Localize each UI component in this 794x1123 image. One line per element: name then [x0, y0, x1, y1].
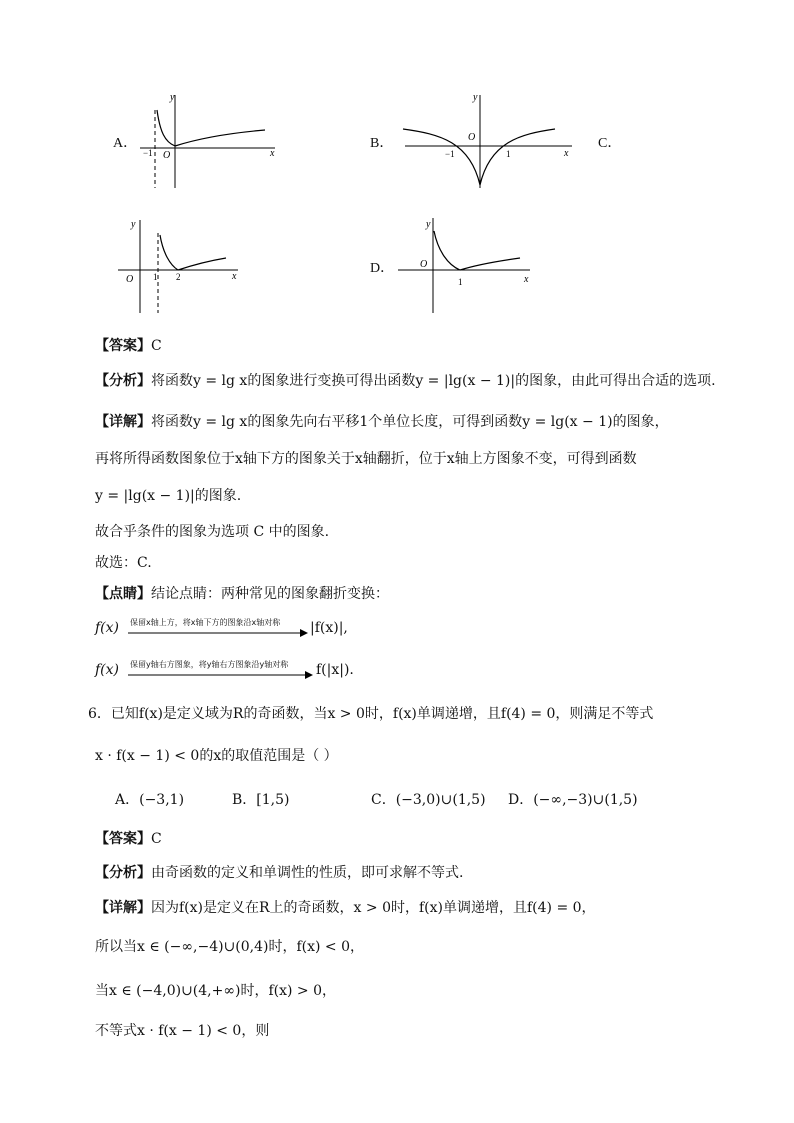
- q5-detail-3: y = |lg(x − 1)|的图象.: [95, 488, 242, 504]
- rule-1: [95, 620, 119, 636]
- q5-tip-text: 结论点睛：两种常见的图象翻折变换：: [151, 586, 389, 602]
- q6-detail-1: [95, 898, 596, 918]
- q6-analysis-text: 由奇函数的定义和单调性的性质，即可求解不等式.: [151, 865, 464, 881]
- q5-answer-value: C: [151, 338, 162, 354]
- q6-detail-tag: 【详解】: [95, 900, 151, 916]
- graph-d: [398, 215, 538, 315]
- graph-c-tick-2: 2: [176, 272, 181, 282]
- q5-analysis-tag: 【分析】: [95, 373, 151, 389]
- graph-c-y-label: y: [131, 219, 136, 230]
- q6-detail-2: 所以当x ∈ (−∞,−4)∪(0,4)时，f(x) < 0，: [95, 939, 365, 955]
- q6-option-a: A．(−3,1): [115, 792, 185, 808]
- q6-stem-1: 6．已知f(x)是定义域为R的奇函数，当x > 0时，f(x)单调递增，且f(4) = 0，则满足不等式: [88, 706, 654, 722]
- q5-detail-tag: 【详解】: [95, 414, 151, 430]
- graph-b-x-label: x: [564, 148, 569, 159]
- q6-analysis-tag: 【分析】: [95, 865, 151, 881]
- q6-option-c: C．(−3,0)∪(1,5): [371, 792, 486, 808]
- graph-b-y-label: y: [473, 92, 478, 103]
- graph-a-origin: O: [163, 150, 171, 161]
- graph-d-x-label: x: [524, 274, 529, 285]
- graph-b-tick-neg1: −1: [445, 149, 455, 159]
- q6-option-b: B．[1,5): [232, 792, 290, 808]
- graph-a-x-label: x: [270, 148, 275, 159]
- rule-1-arrow: [128, 628, 308, 638]
- graph-d-origin: O: [420, 259, 428, 270]
- q5-detail-1-text: 将函数y = lg x的图象先向右平移1个单位长度，可得到函数y = lg(x − 1)的图象，: [151, 414, 669, 430]
- graph-a-tick-neg1: −1: [143, 148, 153, 158]
- rule-2-arrow: [128, 670, 313, 680]
- option-b-label: B．: [370, 136, 394, 151]
- q5-tip: [95, 584, 389, 604]
- q5-tip-tag: 【点睛】: [95, 586, 151, 602]
- graph-c-tick-1: 1: [153, 272, 158, 282]
- q6-analysis: [95, 863, 463, 883]
- graph-c-x-label: x: [232, 271, 237, 282]
- q6-answer-tag: 【答案】: [95, 831, 151, 847]
- q6-detail-3: 当x ∈ (−4,0)∪(4,+∞)时，f(x) > 0，: [95, 983, 337, 999]
- graph-c-origin: O: [126, 274, 134, 285]
- q6-answer: [95, 829, 162, 849]
- q6-detail-1-text: 因为f(x)是定义在R上的奇函数，x > 0时，f(x)单调递增，且f(4) = 0，: [151, 900, 596, 916]
- rule-2-right: f(|x|).: [316, 662, 354, 678]
- option-d-label: D．: [370, 261, 395, 276]
- graph-b-curve: [403, 129, 555, 185]
- q5-answer: [95, 336, 162, 356]
- rule-2-label: 保留y轴右方图象，将y轴右方图象沿y轴对称: [130, 660, 289, 669]
- q5-answer-tag: 【答案】: [95, 338, 151, 354]
- graph-d-y-label: y: [426, 219, 431, 230]
- graph-a-curve: [157, 110, 265, 146]
- graph-a: [140, 90, 280, 190]
- q6-stem-2: x · f(x − 1) < 0的x的取值范围是（ ）: [95, 748, 338, 764]
- q5-analysis: [95, 371, 716, 391]
- rule-2: [95, 662, 119, 678]
- q5-detail-5: 故选：C.: [95, 555, 152, 571]
- option-c-label: C．: [598, 136, 622, 151]
- q5-detail-1: [95, 412, 669, 432]
- q5-detail-2: 再将所得函数图象位于x轴下方的图象关于x轴翻折，位于x轴上方图象不变，可得到函数: [95, 451, 637, 467]
- rule-1-label: 保留x轴上方，将x轴下方的图象沿x轴对称: [130, 618, 281, 627]
- graph-c-curve: [160, 235, 226, 270]
- rule-1-left: f(x): [95, 620, 120, 636]
- graph-c: [118, 215, 248, 315]
- q5-analysis-text: 将函数y = lg x的图象进行变换可得出函数y = |lg(x − 1)|的图象，由此可得出合适的选项.: [151, 373, 716, 389]
- option-a-label: A．: [113, 136, 138, 151]
- graph-d-curve: [434, 231, 520, 270]
- rule-2-left: f(x): [95, 662, 120, 678]
- graph-d-tick-1: 1: [458, 277, 463, 287]
- graph-b-origin: O: [468, 132, 476, 143]
- graph-a-y-label: y: [170, 92, 175, 103]
- graph-b-tick-1: 1: [506, 149, 511, 159]
- q6-option-d: D．(−∞,−3)∪(1,5): [508, 792, 638, 808]
- rule-1-right: |f(x)|,: [310, 620, 348, 636]
- graph-b: [400, 90, 580, 190]
- q6-detail-4: 不等式x · f(x − 1) < 0，则: [95, 1023, 270, 1039]
- q6-answer-value: C: [151, 831, 162, 847]
- q5-detail-4: 故合乎条件的图象为选项 C 中的图象.: [95, 524, 330, 540]
